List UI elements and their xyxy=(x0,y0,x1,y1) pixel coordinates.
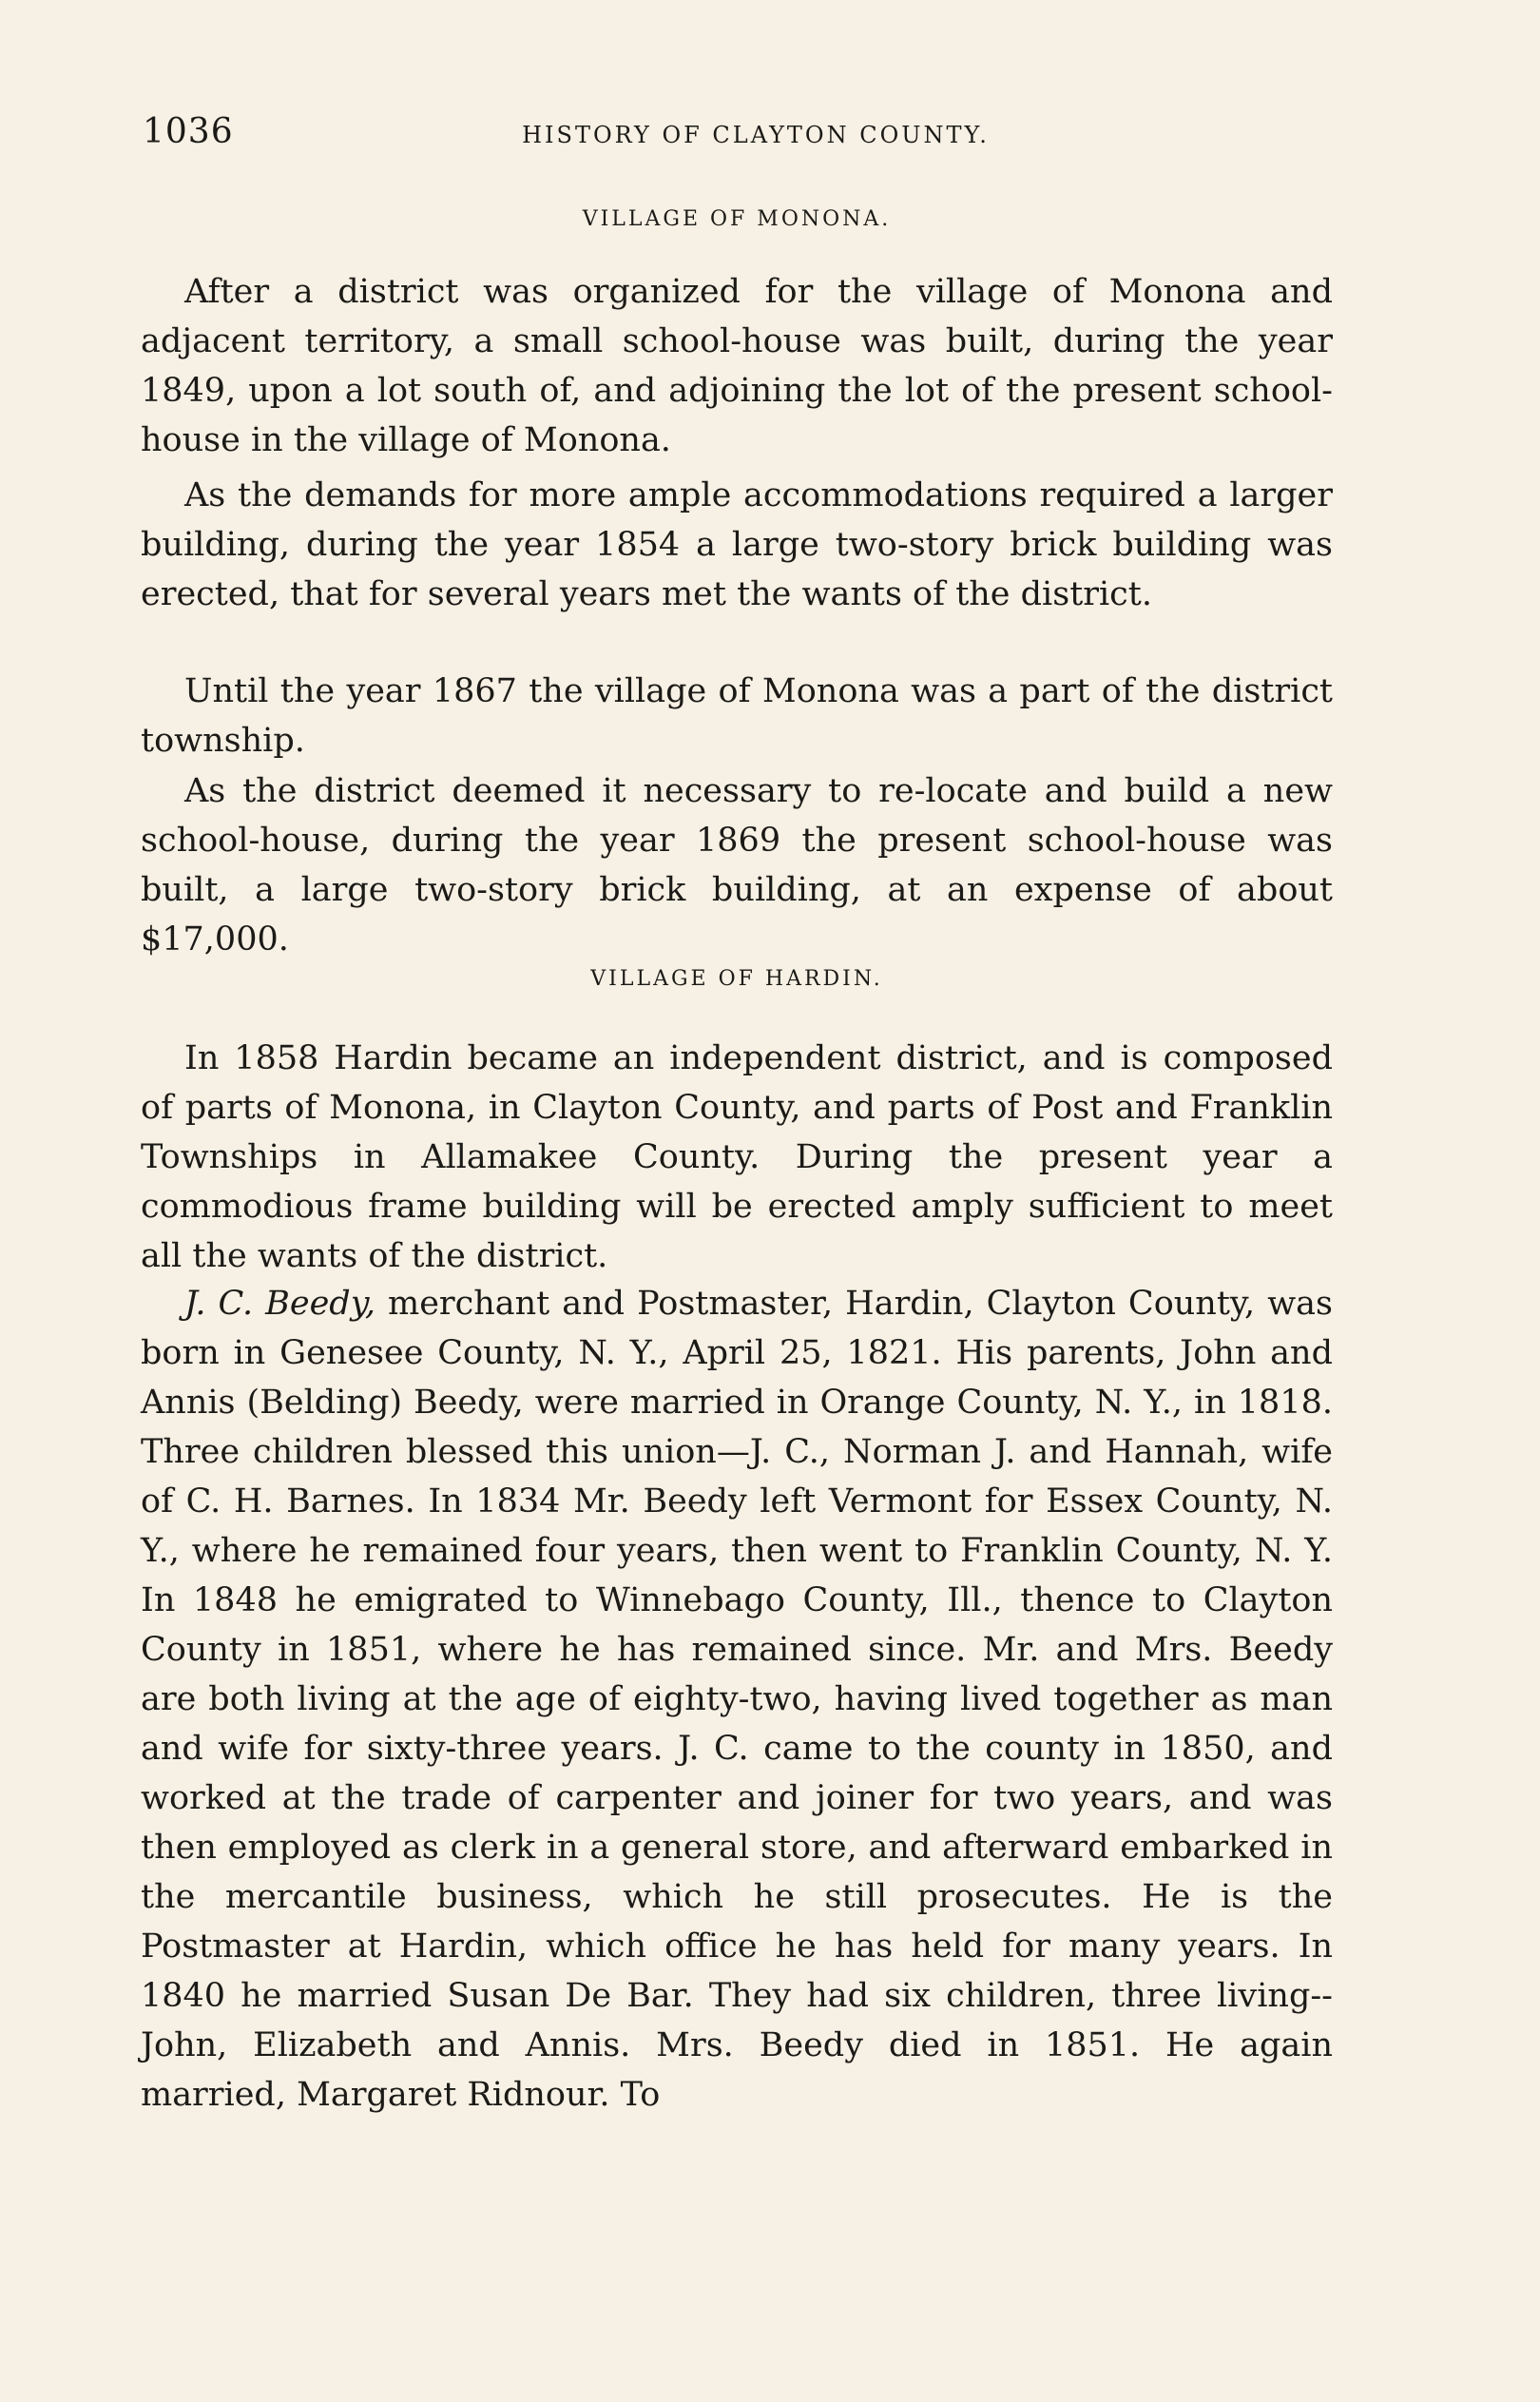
paragraph: In 1858 Hardin became an independent district, and is composed of parts of Monona, in Clayton County, and parts of Post and Franklin Townships in Allamakee County. During the present year a commodious frame building will be erected amply sufficient to meet all the wants of the district. xyxy=(141,1039,1333,1275)
section-heading-monona: VILLAGE OF MONONA. xyxy=(582,207,892,231)
paragraph: Until the year 1867 the village of Monona was a part of the district township. xyxy=(141,672,1333,760)
biography-text: merchant and Postmaster, Hardin, Clayton County, was born in Genesee County, N. Y., April 25, 1821. His parents, John and Annis (Belding) Beedy, were married in Orange County, N. Y., in 1818. Three children blessed this union—J. C., Norman J. and Hannah, wife of C. H. Barnes. In 1834 Mr. Beedy left Vermont for Essex County, N. Y., where he remained four years, then went to Franklin County, N. Y. In 1848 he emigrated to Winnebago County, Ill., thence to Clayton County in 1851, where he has remained since. Mr. and Mrs. Beedy are both living at the age of eighty-two, having lived together as man and wife for sixty-three years. J. C. came to the county in 1850, and worked at the trade of carpenter and joiner for two years, and was then employed as clerk in a general store, and afterward embarked in the mercantile business, which he still prosecutes. He is the Postmaster at Hardin, which office he has held for many years. In 1840 he married Susan De Bar. They had six children, three living--John, Elizabeth and Annis. Mrs. Beedy died in 1851. He again married, Margaret Ridnour. To xyxy=(141,1285,1333,2114)
paragraph: After a district was organized for the village of Monona and adjacent territory, a small school-house was built, during the year 1849, upon a lot south of, and adjoining the lot of the present school-house in the village of Monona. xyxy=(141,273,1333,459)
paragraph: As the district deemed it necessary to re-locate and build a new school-house, during the year 1869 the present school-house was built, a large two-story brick building, at an expense of about $17,000. xyxy=(141,772,1333,959)
biography-paragraph xyxy=(141,1279,1333,2120)
page-number: 1036 xyxy=(143,112,234,151)
page-header xyxy=(143,112,1369,158)
running-head: HISTORY OF CLAYTON COUNTY. xyxy=(522,122,990,148)
biography-name: J. C. Beedy, xyxy=(184,1285,375,1323)
paragraph: As the demands for more ample accommodations required a larger building, during the year 1854 a large two-story brick building was erected, that for several years met the wants of the district. xyxy=(141,476,1333,613)
section-heading-hardin: VILLAGE OF HARDIN. xyxy=(590,967,883,991)
